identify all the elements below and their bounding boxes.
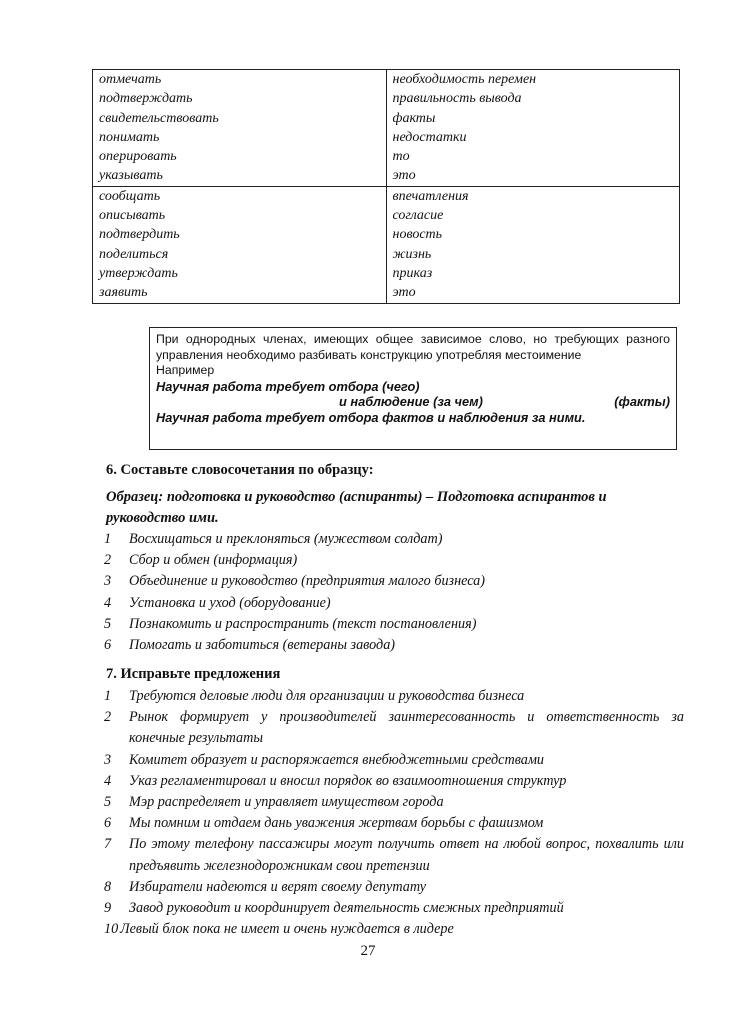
nouns-column: [386, 70, 680, 187]
grammar-rule-box: [149, 327, 677, 450]
item-number: 4: [104, 772, 112, 789]
table-cell: понимать: [99, 129, 160, 145]
table-cell: отмечать: [99, 72, 162, 87]
table-cell: необходимость перемен: [392, 72, 537, 87]
table-cell: это: [392, 168, 416, 184]
list-item: [104, 707, 684, 749]
item-number: 6: [104, 637, 112, 654]
table-cell: свидетельствовать: [99, 110, 219, 126]
example-label: Например: [156, 363, 215, 377]
item-text: Сбор и обмен (информация): [129, 552, 298, 569]
verbs-column: [93, 70, 387, 187]
item-text: Объединение и руководство (предприятия малого бизнеса): [129, 573, 485, 590]
item-text: Познакомить и распространить (текст постановления): [129, 615, 477, 632]
list-item: [104, 550, 684, 571]
item-number: 1: [104, 688, 112, 704]
list-item: [104, 898, 684, 919]
table-cell: сообщать: [99, 188, 161, 204]
list-item: [104, 529, 684, 550]
table-cell: согласие: [392, 208, 444, 224]
table-cell: жизнь: [392, 246, 432, 262]
item-text: Указ регламентировал и вносил порядок во взаимоотношения структур: [129, 772, 567, 789]
list-item: [104, 877, 684, 898]
table-cell: утверждать: [99, 265, 178, 281]
table-cell: подтверждать: [99, 91, 193, 107]
list-item: [104, 635, 684, 656]
page-number: 27: [360, 943, 376, 959]
exercise-7-heading: 7. Исправьте предложения: [106, 666, 281, 682]
list-item: [104, 813, 684, 834]
exercise-6-list: [104, 529, 684, 656]
table-cell: подтвердить: [99, 227, 180, 243]
table-cell: оперировать: [99, 149, 177, 165]
item-text: Завод руководит и координирует деятельность смежных предприятий: [129, 900, 564, 917]
list-item: [104, 614, 684, 635]
item-text: По этому телефону пассажиры могут получить ответ на любой вопрос, похвалить или предъявить железнодорожникам свои претензии: [129, 836, 684, 874]
item-text: Левый блок пока не имеет и очень нуждается в лидере: [120, 921, 454, 938]
item-text: Требуются деловые люди для организации и руководства бизнеса: [129, 688, 525, 704]
item-number: 3: [104, 751, 112, 768]
table-cell: то: [392, 149, 410, 165]
table-cell: заявить: [99, 285, 148, 301]
example-line-2-text: и наблюдение (за чем): [339, 394, 483, 409]
item-number: 5: [104, 794, 112, 811]
item-text: Комитет образует и распоряжается внебюджетными средствами: [129, 751, 544, 768]
exercise-6-heading: 6. Составьте словосочетания по образцу:: [106, 462, 374, 478]
item-number: 1: [104, 531, 112, 547]
list-item: [104, 593, 684, 614]
verbs-column: [93, 186, 387, 303]
item-number: 6: [104, 815, 112, 832]
example-line-3: Научная работа требует отбора фактов и наблюдения за ними.: [156, 410, 586, 425]
exercise-7-list: [104, 686, 684, 940]
table-cell: новость: [392, 227, 443, 243]
item-number: 5: [104, 615, 112, 632]
example-line-1: Научная работа требует отбора (чего): [156, 378, 420, 394]
item-text: Установка и уход (оборудование): [129, 594, 331, 611]
table-cell: приказ: [392, 265, 433, 281]
rule-text: При однородных членах, имеющих общее зависимое слово, но требующих разного управления необходимо разбивать конструкцию употребляя местоимение: [156, 332, 670, 362]
table-cell: поделиться: [99, 246, 169, 262]
item-text: Помогать и заботиться (ветераны завода): [129, 637, 396, 654]
item-text: Мэр распределяет и управляет имуществом города: [129, 794, 444, 811]
list-item: [104, 571, 684, 592]
nouns-column: [386, 186, 680, 303]
item-number: 10: [104, 921, 119, 938]
list-item: [104, 792, 684, 813]
item-number: 2: [104, 552, 112, 569]
item-number: 3: [104, 573, 112, 590]
list-item: [104, 834, 684, 876]
item-number: 2: [104, 709, 112, 726]
item-text: Избиратели надеются и верят своему депутату: [129, 878, 427, 895]
table-group-1: [93, 70, 680, 187]
list-item: [104, 771, 684, 792]
item-number: 4: [104, 594, 112, 611]
table-cell: правильность вывода: [392, 91, 522, 107]
list-item: [104, 750, 684, 771]
item-text: Восхищаться и преклоняться (мужеством солдат): [129, 531, 443, 547]
table-group-2: [93, 186, 680, 303]
item-text: Рынок формирует у производителей заинтересованность и ответственность за конечные результаты: [129, 709, 684, 747]
exercise-6-sample: Образец: подготовка и руководство (аспиранты) – Подготовка аспирантов и руководство ими.: [106, 489, 607, 526]
list-item: [104, 686, 684, 707]
item-number: 8: [104, 878, 112, 895]
table-cell: впечатления: [392, 188, 469, 204]
table-cell: указывать: [99, 168, 163, 184]
table-cell: это: [392, 285, 416, 301]
table-cell: описывать: [99, 208, 166, 224]
item-text: Мы помним и отдаем дань уважения жертвам борьбы с фашизмом: [129, 815, 544, 832]
table-cell: недостатки: [392, 129, 467, 145]
item-number: 7: [104, 836, 112, 853]
item-number: 9: [104, 900, 112, 917]
example-line-2-note: (факты): [614, 394, 670, 409]
example-line-2: [156, 394, 670, 410]
table-cell: факты: [392, 110, 436, 126]
list-item: [104, 919, 684, 940]
verb-noun-table: [92, 69, 680, 304]
